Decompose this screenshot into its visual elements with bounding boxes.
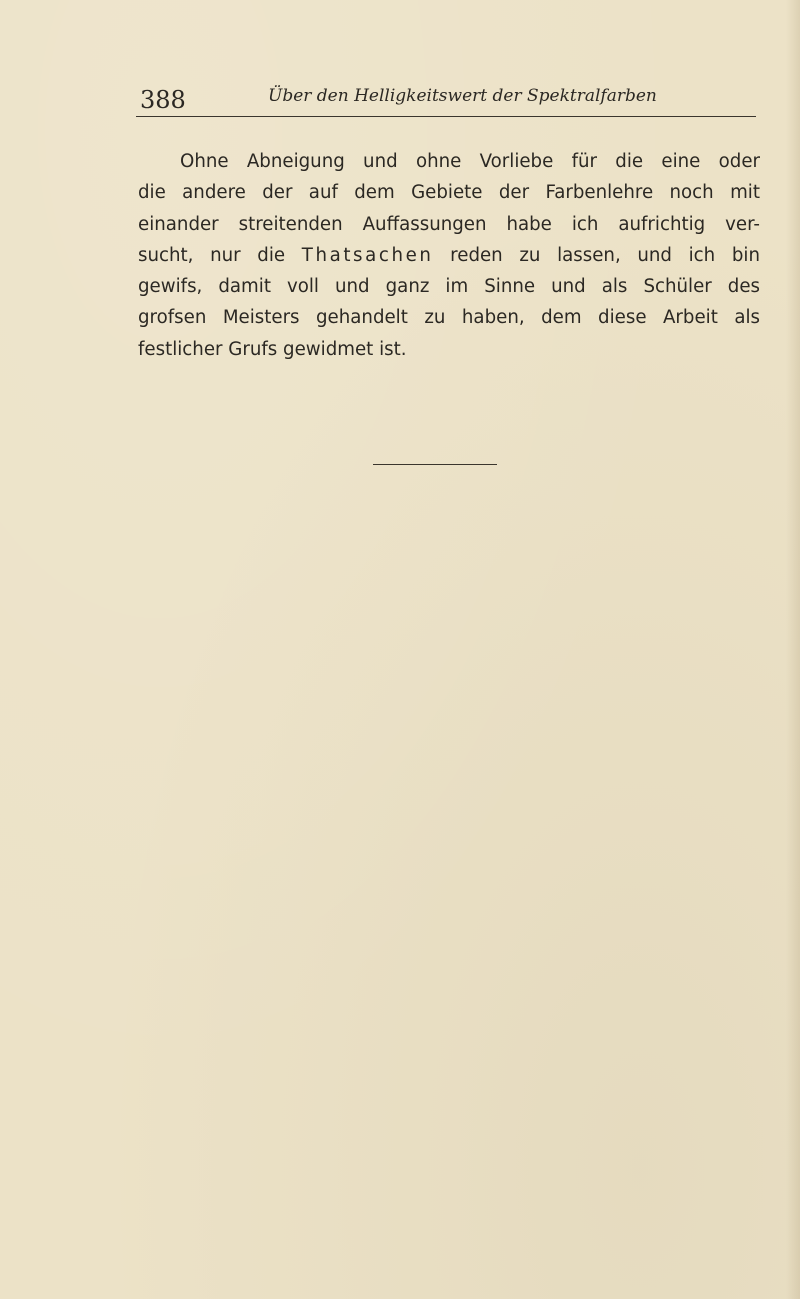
header-rule bbox=[136, 116, 756, 117]
paragraph-line bbox=[138, 240, 760, 271]
page-number: 388 bbox=[140, 86, 186, 114]
paragraph-line: einander streitenden Auffassungen habe ich aufrichtig ver- bbox=[138, 213, 760, 235]
end-rule bbox=[373, 464, 497, 465]
paragraph-line: gewifs, damit voll und ganz im Sinne und als Schüler des bbox=[138, 276, 760, 298]
paragraph-line-part: sucht, nur die bbox=[138, 244, 286, 266]
paragraph bbox=[138, 146, 760, 365]
page-edge-shadow bbox=[786, 0, 800, 1299]
paragraph-line-part: reden zu lassen, und ich bin bbox=[450, 244, 760, 266]
paragraph-line: die andere der auf dem Gebiete der Farbenlehre noch mit bbox=[138, 182, 760, 204]
paragraph-line: grofsen Meisters gehandelt zu haben, dem diese Arbeit als bbox=[138, 307, 760, 329]
emphasized-word: Thatsachen bbox=[301, 244, 434, 266]
paragraph-line: festlicher Grufs gewidmet ist. bbox=[138, 338, 407, 360]
running-title: Über den Helligkeitswert der Spektralfarben bbox=[268, 86, 657, 106]
paragraph-line: Ohne Abneigung und ohne Vorliebe für die eine oder bbox=[180, 151, 760, 172]
